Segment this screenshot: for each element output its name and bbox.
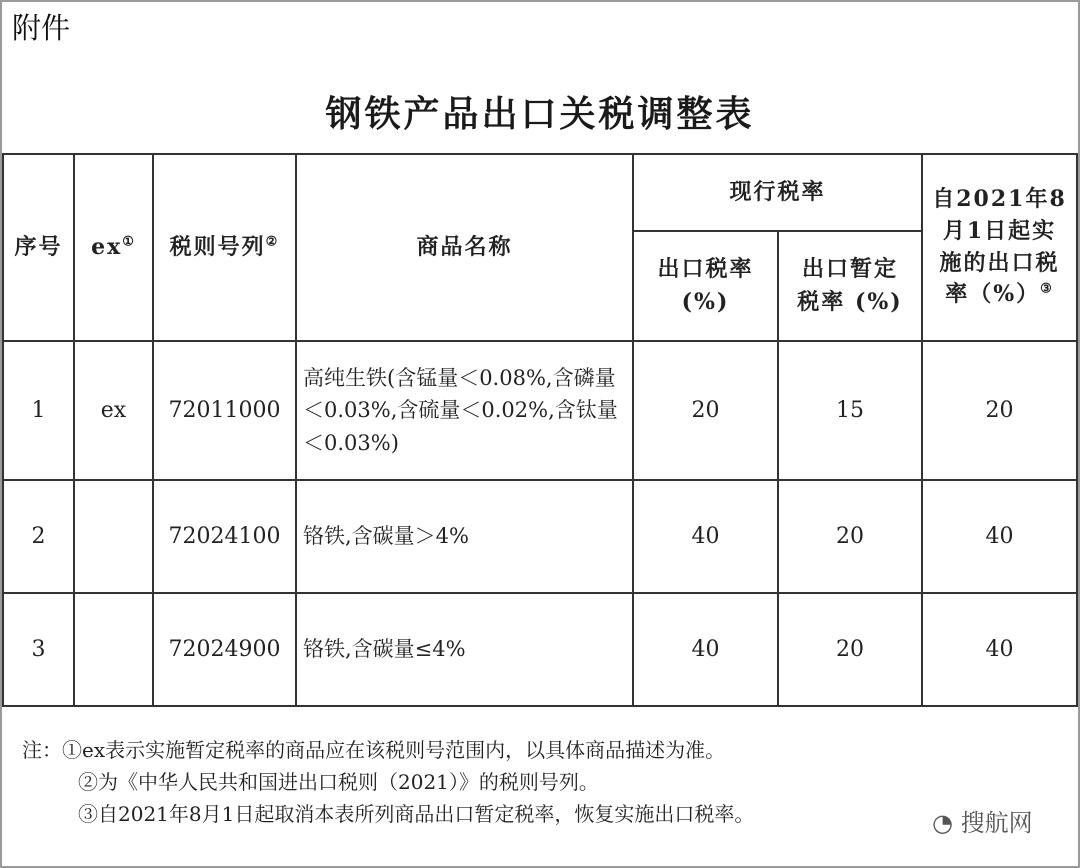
cell-seq: 3 [3, 593, 74, 706]
footnote-mark: ② [265, 234, 280, 250]
cell-code: 72011000 [153, 341, 296, 480]
cell-new: 40 [922, 593, 1077, 706]
header-seq: 序号 [3, 154, 74, 341]
note-2: ②为《中华人民共和国进出口税则（2021）》的税则号列。 [78, 770, 599, 794]
header-temp-rate-label2: 税率 (%) [797, 289, 903, 315]
cell-export: 40 [633, 480, 778, 593]
header-ex [74, 154, 153, 341]
header-new-rate-label: 自2021年8月1日起实施的出口税率（%） [932, 185, 1067, 308]
tariff-table [2, 153, 1078, 707]
attachment-label: 附件 [12, 11, 71, 45]
note-3: ③自2021年8月1日起取消本表所列商品出口暂定税率，恢复实施出口税率。 [78, 802, 755, 826]
header-new-rate [922, 154, 1077, 341]
wechat-icon: ◔ [932, 809, 953, 837]
cell-temp: 20 [778, 480, 922, 593]
cell-seq: 1 [3, 341, 74, 480]
header-temp-rate [778, 231, 922, 341]
table-row [3, 341, 1077, 480]
footnotes [22, 734, 754, 830]
header-export-rate-unit: (%) [681, 289, 730, 315]
cell-code: 72024900 [153, 593, 296, 706]
table-row [3, 480, 1077, 593]
header-temp-rate-label: 出口暂定 [801, 256, 898, 282]
header-export-rate-label: 出口税率 [657, 256, 754, 282]
cell-seq: 2 [3, 480, 74, 593]
document-title: 钢铁产品出口关税调整表 [325, 93, 755, 135]
cell-name: 铬铁,含碳量＞4% [296, 480, 633, 593]
cell-new: 40 [922, 480, 1077, 593]
header-current-rate: 现行税率 [633, 154, 922, 231]
cell-ex: ex [74, 341, 153, 480]
watermark-text: 搜航网 [960, 809, 1033, 837]
cell-code: 72024100 [153, 480, 296, 593]
header-export-rate [633, 231, 778, 341]
header-name: 商品名称 [296, 154, 633, 341]
cell-temp: 20 [778, 593, 922, 706]
footnote-mark: ③ [1040, 282, 1054, 298]
footnote-mark: ① [122, 234, 136, 250]
note-1: 注：①ex表示实施暂定税率的商品应在该税则号范围内，以具体商品描述为准。 [22, 738, 726, 762]
header-ex-label: ex [91, 234, 123, 260]
header-code [153, 154, 296, 341]
table-row [3, 593, 1077, 706]
cell-ex [74, 480, 153, 593]
cell-export: 40 [633, 593, 778, 706]
cell-ex [74, 593, 153, 706]
cell-new: 20 [922, 341, 1077, 480]
watermark [928, 803, 1037, 838]
cell-export: 20 [633, 341, 778, 480]
cell-temp: 15 [778, 341, 922, 480]
cell-name: 高纯生铁(含锰量＜0.08%,含磷量＜0.03%,含硫量＜0.02%,含钛量＜0.03%) [296, 341, 633, 480]
header-code-label: 税则号列 [169, 234, 266, 260]
cell-name: 铬铁,含碳量≤4% [296, 593, 633, 706]
